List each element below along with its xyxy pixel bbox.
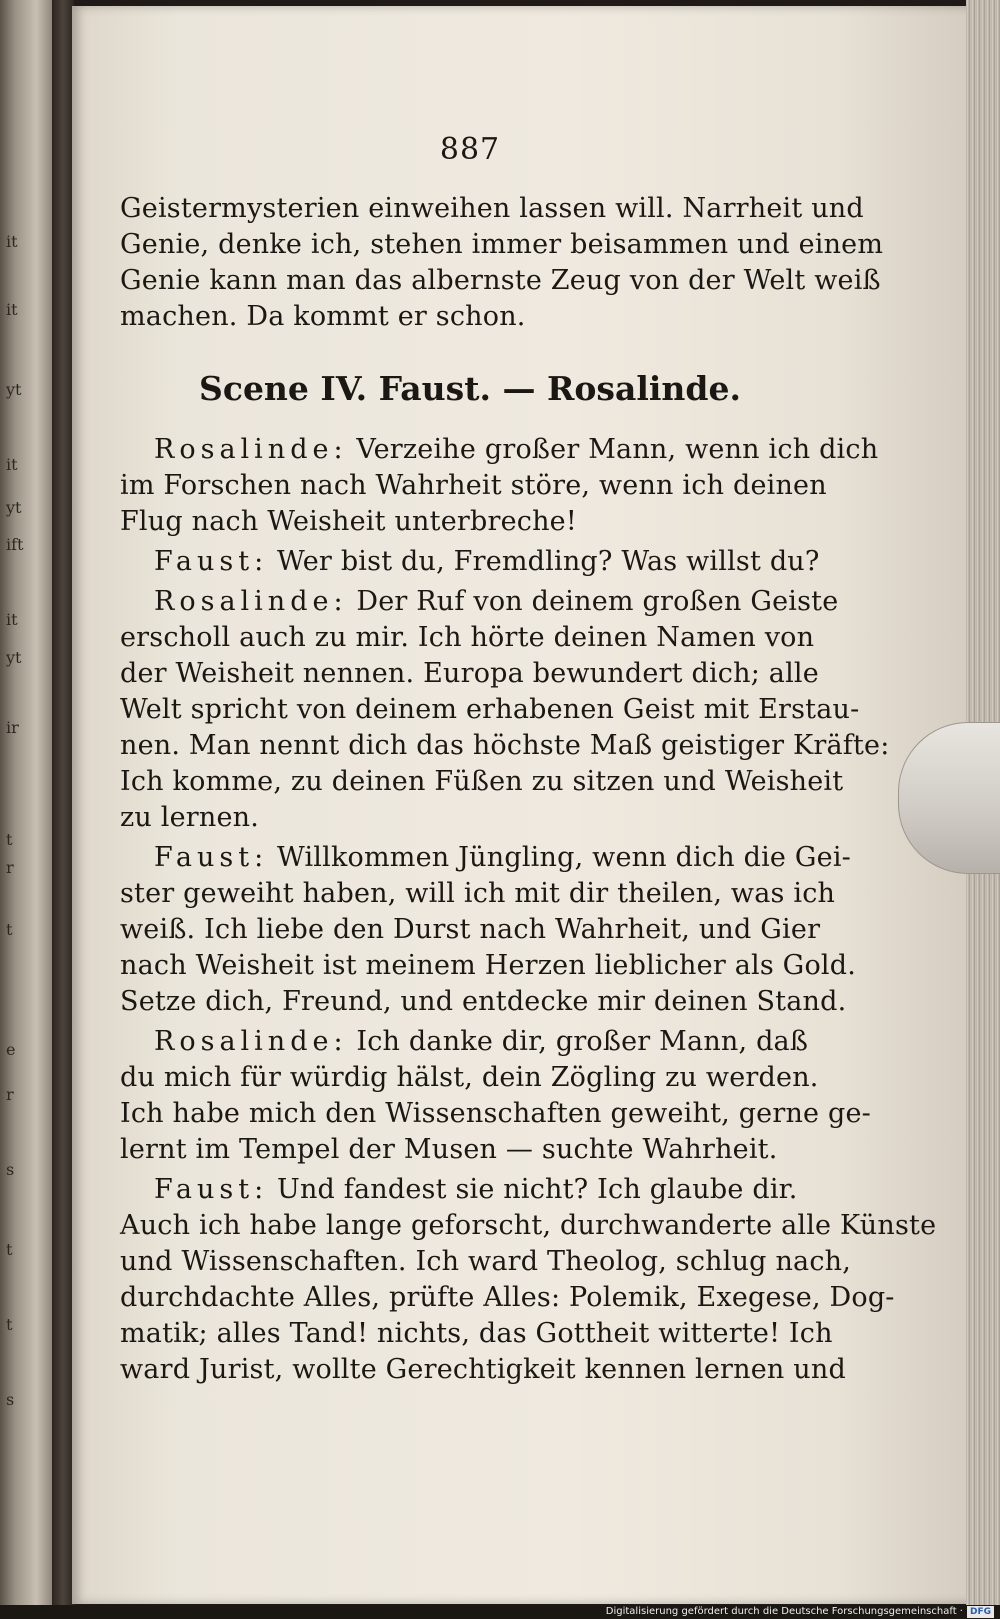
margin-fragment: s: [6, 1390, 15, 1409]
text-line: matik; alles Tand! nichts, das Gottheit witterte! Ich: [120, 1318, 833, 1349]
text-line: nach Weisheit ist meinem Herzen lieblicher als Gold.: [120, 950, 857, 981]
margin-fragment: ift: [6, 535, 24, 554]
speech-faust-1: [120, 544, 820, 580]
text-line: durchdachte Alles, prüfte Alles: Polemik, Exegese, Dog-: [120, 1282, 895, 1313]
margin-fragment: r: [6, 1085, 14, 1104]
text-line: Ich habe mich den Wissenschaften geweiht, gerne ge-: [120, 1098, 871, 1129]
text-line: der Weisheit nennen. Europa bewundert dich; alle: [120, 658, 819, 689]
margin-fragment: s: [6, 1160, 15, 1179]
text-line: Genie, denke ich, stehen immer beisammen und einem: [120, 229, 884, 260]
speech-rosalinde-2: [120, 584, 890, 836]
speech-text: Wer bist du, Fremdling? Was willst du?: [277, 546, 820, 577]
margin-fragment: ir: [6, 718, 19, 737]
text-line: nen. Man nennt dich das höchste Maß geistiger Kräfte:: [120, 730, 890, 761]
text-line: und Wissenschaften. Ich ward Theolog, schlug nach,: [120, 1246, 852, 1277]
margin-fragment: t: [6, 830, 13, 849]
text-line: weiß. Ich liebe den Durst nach Wahrheit, und Gier: [120, 914, 821, 945]
margin-fragment: it: [6, 455, 18, 474]
page-number: 887: [439, 132, 501, 167]
intro-paragraph: [120, 191, 884, 335]
margin-fragment: t: [6, 1315, 13, 1334]
speech-faust-2: [120, 840, 857, 1020]
margin-fragment: it: [6, 300, 18, 319]
dfg-logo: DFG: [967, 1606, 994, 1618]
speaker-name: Faust:: [154, 842, 269, 873]
speech-text: Willkommen Jüngling, wenn dich die Gei-: [277, 842, 851, 873]
margin-fragment: yt: [6, 648, 22, 667]
text-line: Geistermysterien einweihen lassen will. Narrheit und: [120, 193, 864, 224]
speech-first-line: [120, 1024, 820, 1060]
text-line: erscholl auch zu mir. Ich hörte deinen Namen von: [120, 622, 815, 653]
speech-first-line: [120, 1172, 820, 1208]
text-line: Flug nach Weisheit unterbreche!: [120, 506, 577, 537]
text-line: im Forschen nach Wahrheit störe, wenn ich deinen: [120, 470, 827, 501]
text-line: Welt spricht von deinem erhabenen Geist mit Erstau-: [120, 694, 860, 725]
margin-fragment: r: [6, 858, 14, 877]
scene-heading: Scene IV. Faust. — Rosalinde.: [199, 369, 741, 408]
speech-first-line: [120, 544, 820, 580]
book-gutter: [52, 0, 74, 1605]
margin-fragment: yt: [6, 498, 22, 517]
text-line: ster geweiht haben, will ich mit dir theilen, was ich: [120, 878, 836, 909]
speech-first-line: [120, 584, 839, 620]
speech-rosalinde-1: [120, 432, 879, 540]
text-line: Setze dich, Freund, und entdecke mir deinen Stand.: [120, 986, 847, 1017]
speaker-name: Rosalinde:: [154, 1026, 348, 1057]
speaker-name: Faust:: [154, 546, 269, 577]
speech-first-line: [120, 432, 879, 468]
text-line: Ich komme, zu deinen Füßen zu sitzen und Weisheit: [120, 766, 844, 797]
speaker-name: Rosalinde:: [154, 434, 348, 465]
text-line: du mich für würdig hälst, dein Zögling zu werden.: [120, 1062, 819, 1093]
margin-fragment: t: [6, 1240, 13, 1259]
text-line: ward Jurist, wollte Gerechtigkeit kennen lernen und: [120, 1354, 846, 1385]
margin-fragment: it: [6, 610, 18, 629]
margin-fragment: t: [6, 920, 13, 939]
speech-first-line: [120, 840, 851, 876]
speech-text: Der Ruf von deinem großen Geiste: [356, 586, 839, 617]
margin-fragment: e: [6, 1040, 16, 1059]
text-line: zu lernen.: [120, 802, 260, 833]
margin-fragment: yt: [6, 380, 22, 399]
text-line: machen. Da kommt er schon.: [120, 301, 526, 332]
text-line: Genie kann man das albernste Zeug von der Welt weiß: [120, 265, 881, 296]
speech-text: Verzeihe großer Mann, wenn ich dich: [356, 434, 879, 465]
speaker-name: Faust:: [154, 1174, 269, 1205]
speech-rosalinde-3: [120, 1024, 871, 1168]
digitization-footer: [0, 1605, 1000, 1619]
text-line: Auch ich habe lange geforscht, durchwanderte alle Künste: [120, 1210, 937, 1241]
speech-text: Und fandest sie nicht? Ich glaube dir.: [277, 1174, 798, 1205]
footer-text: Digitalisierung gefördert durch die Deutsche Forschungsgemeinschaft ·: [605, 1606, 963, 1617]
page-content: [120, 120, 937, 1388]
text-line: lernt im Tempel der Musen — suchte Wahrheit.: [120, 1134, 778, 1165]
speaker-name: Rosalinde:: [154, 586, 348, 617]
speech-text: Ich danke dir, großer Mann, daß: [356, 1026, 809, 1057]
left-page-margin-fragments: [6, 0, 26, 1605]
margin-fragment: it: [6, 232, 18, 251]
speech-faust-3: [120, 1172, 937, 1388]
